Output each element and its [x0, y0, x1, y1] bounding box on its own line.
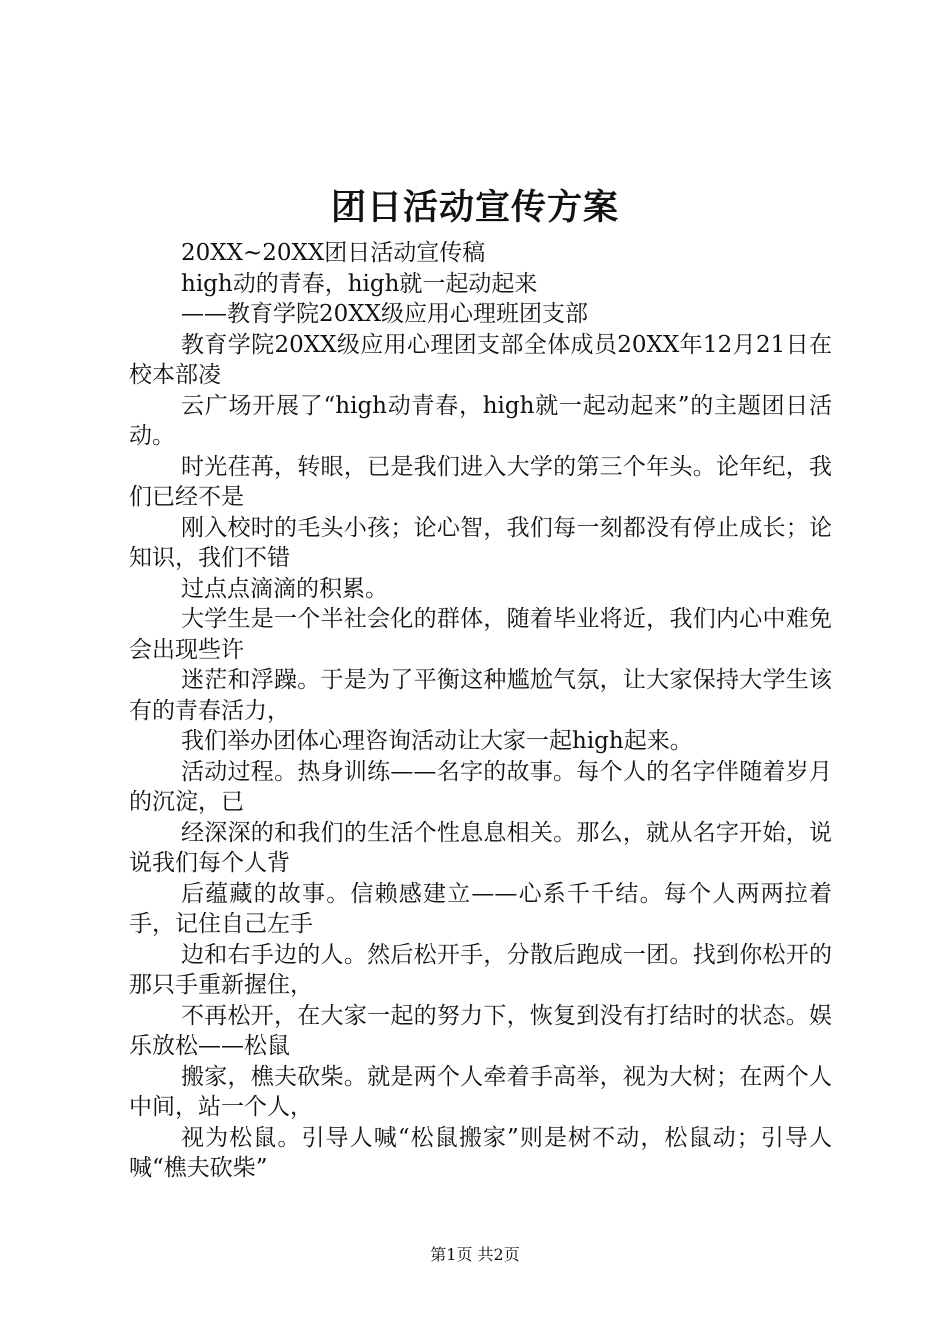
paragraph: 教育学院20XX级应用心理团支部全体成员20XX年12月21日在校本部凌 [129, 331, 832, 388]
document-body [129, 238, 832, 1184]
paragraph: 搬家，樵夫砍柴。就是两个人牵着手高举，视为大树；在两个人中间，站一个人， [129, 1063, 832, 1120]
paragraph: 过点点滴滴的积累。 [181, 575, 388, 602]
paragraph: high动的青春，high就一起动起来 [181, 270, 538, 297]
paragraph: 迷茫和浮躁。于是为了平衡这种尴尬气氛，让大家保持大学生该有的青春活力， [129, 667, 832, 724]
paragraph: 经深深的和我们的生活个性息息相关。那么，就从名字开始，说说我们每个人背 [129, 819, 832, 876]
paragraph: 视为松鼠。引导人喊“松鼠搬家”则是树不动，松鼠动；引导人喊“樵夫砍柴” [129, 1124, 832, 1181]
paragraph: 边和右手边的人。然后松开手，分散后跑成一团。找到你松开的那只手重新握住， [129, 941, 832, 998]
paragraph: 20XX~20XX团日活动宣传稿 [181, 240, 486, 266]
paragraph: 刚入校时的毛头小孩；论心智，我们每一刻都没有停止成长；论知识，我们不错 [129, 514, 832, 571]
paragraph: 云广场开展了“high动青春，high就一起动起来”的主题团日活动。 [129, 392, 832, 449]
paragraph: 时光荏苒，转眼，已是我们进入大学的第三个年头。论年纪，我们已经不是 [129, 453, 832, 510]
paragraph: 活动过程。热身训练——名字的故事。每个人的名字伴随着岁月的沉淀，已 [129, 758, 832, 815]
paragraph: 不再松开，在大家一起的努力下，恢复到没有打结时的状态。娱乐放松——松鼠 [129, 1002, 832, 1059]
paragraph: 我们举办团体心理咨询活动让大家一起high起来。 [181, 728, 693, 754]
document-title: 团日活动宣传方案 [330, 187, 619, 228]
page-number: 第1页 共2页 [430, 1245, 520, 1264]
paragraph: 后蕴藏的故事。信赖感建立——心系千千结。每个人两两拉着手，记住自己左手 [129, 880, 832, 937]
paragraph: ——教育学院20XX级应用心理班团支部 [181, 301, 589, 327]
paragraph: 大学生是一个半社会化的群体，随着毕业将近，我们内心中难免会出现些许 [129, 606, 832, 663]
